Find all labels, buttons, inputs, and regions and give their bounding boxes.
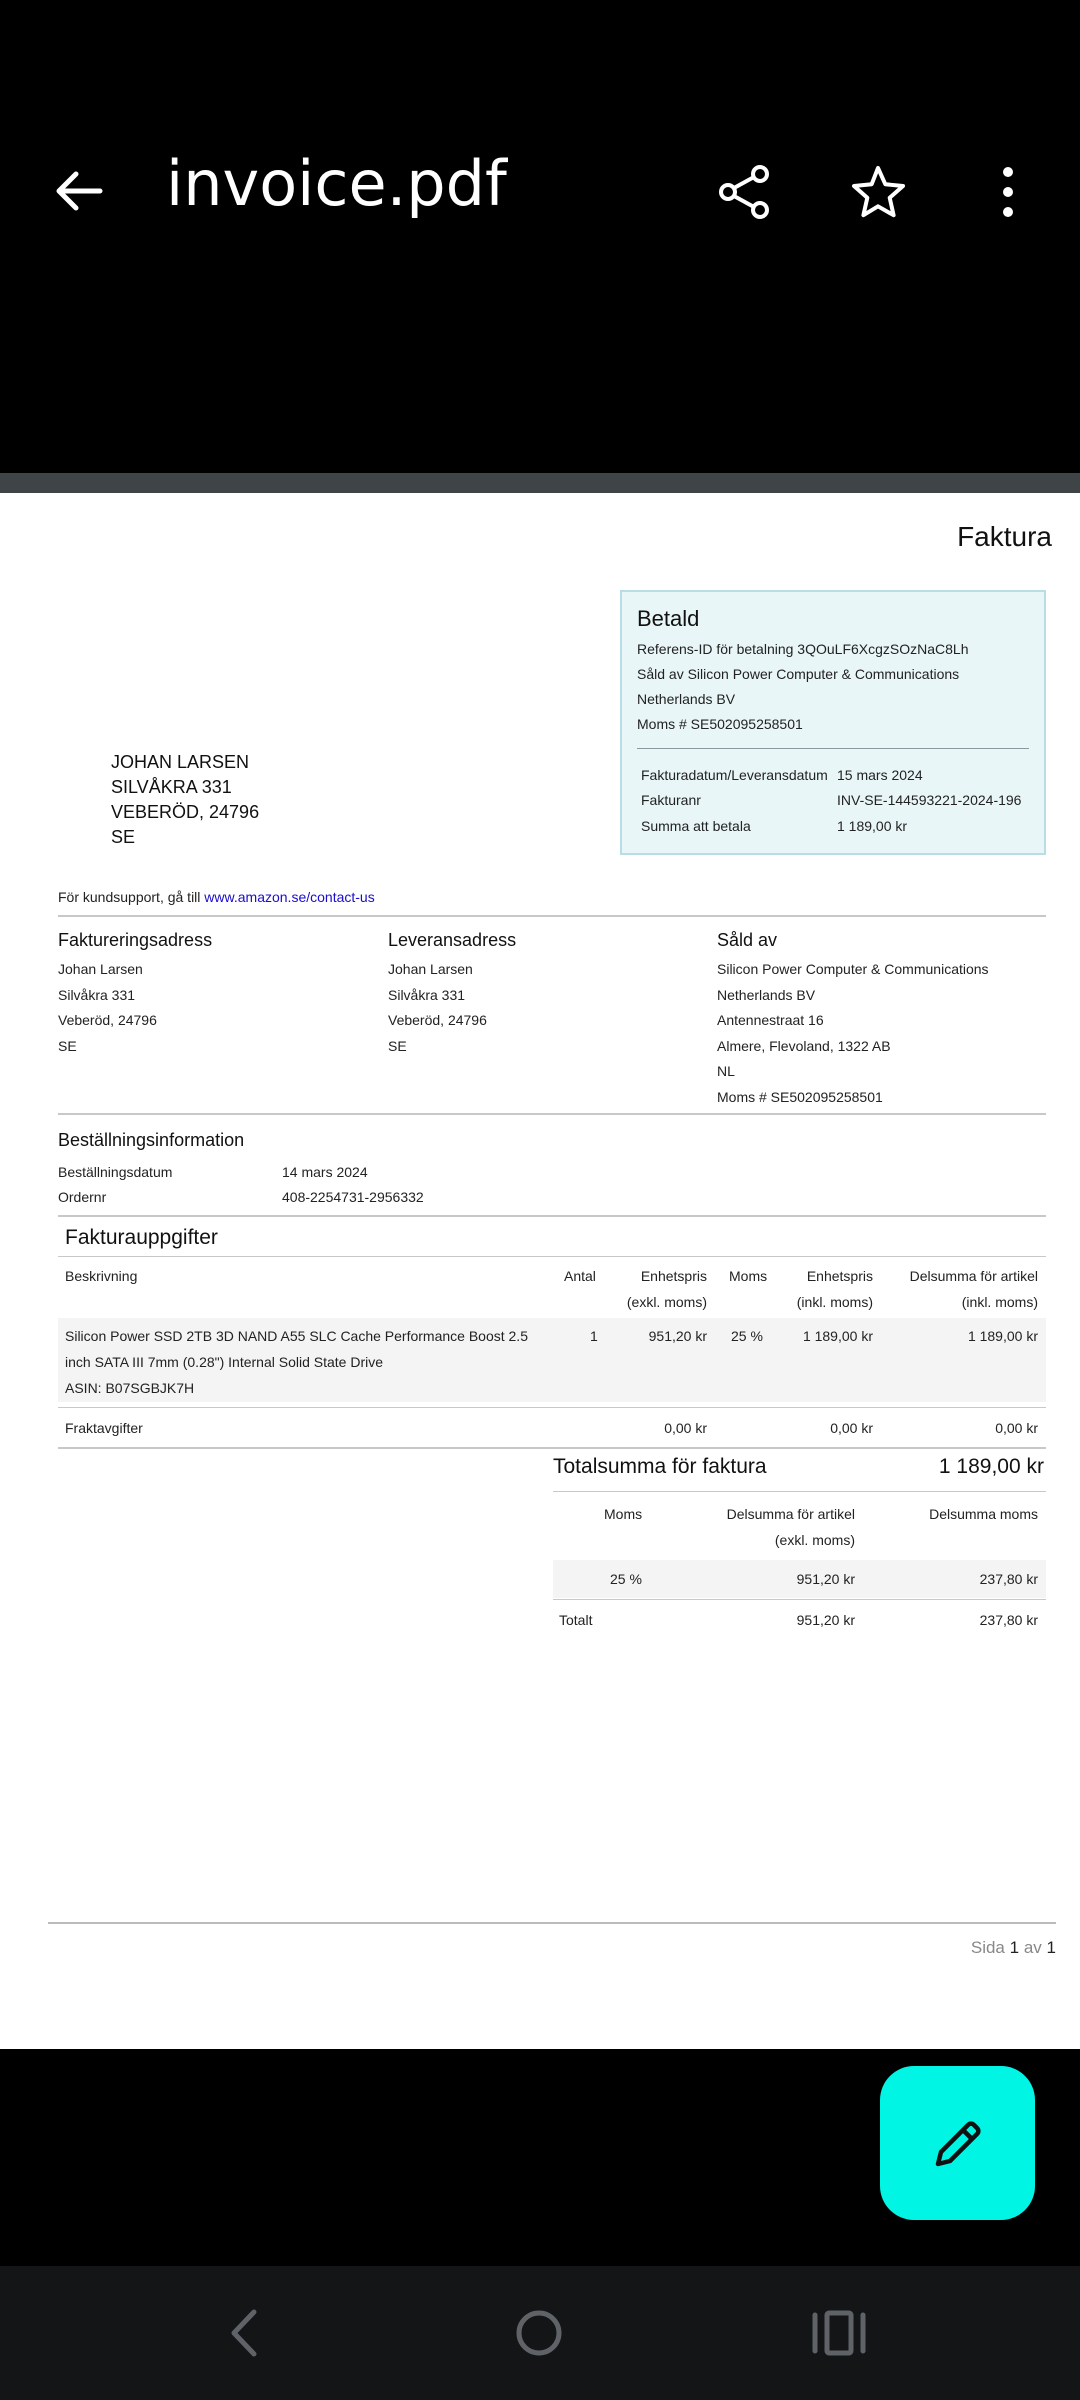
page-top-strip: [0, 473, 1080, 493]
support-prefix: För kundsupport, gå till: [58, 889, 201, 905]
invoice-total-label: Totalsumma för faktura: [553, 1455, 767, 1478]
shipping-line: Veberöd, 24796: [388, 1012, 487, 1028]
order-info-heading: Beställningsinformation: [58, 1130, 245, 1150]
back-arrow-icon[interactable]: [52, 164, 106, 218]
pdf-page[interactable]: [0, 493, 1080, 2049]
order-number-label: Ordernr: [58, 1189, 107, 1205]
order-number-value: 408-2254731-2956332: [282, 1189, 424, 1205]
amount-due-label: Summa att betala: [641, 818, 751, 834]
shipping-heading: Leveransadress: [388, 930, 517, 950]
divider: [58, 1447, 1046, 1449]
invoice-details-heading: Fakturauppgifter: [65, 1226, 218, 1249]
order-date-value: 14 mars 2024: [282, 1164, 368, 1180]
shipping-fee-subtotal: 0,00 kr: [995, 1420, 1038, 1436]
total-row-subtotal-ex: 951,20 kr: [796, 1612, 855, 1628]
item-asin: ASIN: B07SGBJK7H: [65, 1380, 195, 1396]
invoice-date-label: Fakturadatum/Leveransdatum: [641, 767, 828, 783]
vat-row-vat-sum: 237,80 kr: [979, 1571, 1038, 1587]
vat-row-rate: 25 %: [610, 1571, 642, 1587]
seller-line: Almere, Flevoland, 1322 AB: [717, 1037, 891, 1054]
shipping-address: [388, 930, 516, 1059]
nav-recents-icon[interactable]: [809, 2306, 869, 2360]
seller-line: NL: [717, 1063, 735, 1079]
seller-line: Antennestraat 16: [717, 1012, 824, 1028]
col-unit-price-ex-line: (exkl. moms): [626, 1294, 707, 1310]
item-vat: 25 %: [731, 1328, 763, 1344]
billing-line: SE: [58, 1037, 77, 1054]
col-unit-price-inc-line: Enhetspris: [806, 1268, 873, 1284]
paid-line: Moms # SE502095258501: [637, 716, 803, 732]
item-description-line: Silicon Power SSD 2TB 3D NAND A55 SLC Cache Performance Boost 2.5: [65, 1328, 528, 1344]
col-vat: Moms: [729, 1268, 768, 1284]
support-link[interactable]: www.amazon.se/contact-us: [204, 889, 375, 905]
divider: [58, 1256, 1046, 1257]
billing-address: [58, 930, 212, 1059]
invoice-total-value: 1 189,00 kr: [938, 1455, 1044, 1478]
customer-address: [111, 750, 259, 850]
page-label: Sida: [970, 1938, 1005, 1957]
billing-line: Veberöd, 24796: [58, 1012, 157, 1028]
shipping-line: Silvåkra 331: [388, 986, 466, 1003]
total-row-vat-sum: 237,80 kr: [979, 1612, 1038, 1628]
pencil-icon: [930, 2116, 986, 2172]
system-nav-bar: [0, 2266, 1080, 2400]
shipping-line: SE: [388, 1037, 407, 1054]
page-current: 1: [1009, 1938, 1020, 1957]
vat-col-subtotal-ex: [727, 1501, 855, 1553]
item-quantity: 1: [590, 1328, 598, 1344]
col-subtotal-line: (inkl. moms): [961, 1294, 1038, 1310]
seller-address: [717, 930, 989, 1110]
col-description: Beskrivning: [65, 1268, 138, 1284]
paid-line: Netherlands BV: [637, 691, 736, 707]
divider: [637, 748, 1029, 749]
more-vert-icon[interactable]: [990, 164, 1026, 220]
item-description-line: inch SATA III 7mm (0.28") Internal Solid State Drive: [65, 1354, 384, 1370]
paid-line: Referens-ID för betalning 3QOuLF6XcgzSOzNaC8Lh: [637, 641, 969, 657]
shipping-fee-unit-ex: 0,00 kr: [664, 1420, 707, 1436]
col-unit-price-inc-line: (inkl. moms): [796, 1294, 873, 1310]
document-title: Faktura: [957, 521, 1052, 552]
invoice-date-value: 15 mars 2024: [837, 767, 923, 783]
page-number: [971, 1938, 1056, 1958]
seller-line: Silicon Power Computer & Communications: [717, 961, 989, 977]
page-of: av: [1023, 1938, 1042, 1957]
col-subtotal: [910, 1263, 1038, 1315]
edit-fab-button[interactable]: [880, 2066, 1035, 2220]
shipping-fee-label: Fraktavgifter: [65, 1420, 143, 1436]
invoice-number-value: INV-SE-144593221-2024-196: [837, 792, 1022, 808]
customer-line: JOHAN LARSEN: [111, 752, 250, 772]
seller-heading: Såld av: [717, 930, 778, 950]
vat-row-subtotal-ex: 951,20 kr: [796, 1571, 855, 1587]
app-bar: [0, 0, 1080, 473]
amount-due-value: 1 189,00 kr: [837, 818, 908, 834]
star-icon[interactable]: [849, 164, 907, 220]
billing-line: Silvåkra 331: [58, 986, 136, 1003]
nav-back-icon[interactable]: [214, 2306, 274, 2360]
app-title: invoice.pdf: [166, 147, 507, 220]
vat-col-subtotal-ex-line: Delsumma för artikel: [726, 1506, 855, 1522]
item-description: [65, 1323, 528, 1401]
nav-home-icon[interactable]: [509, 2306, 569, 2360]
shipping-line: Johan Larsen: [388, 961, 473, 977]
share-icon[interactable]: [716, 164, 772, 220]
paid-summary-box: [620, 590, 1046, 855]
billing-line: Johan Larsen: [58, 961, 143, 977]
customer-line: SE: [111, 827, 136, 847]
col-subtotal-line: Delsumma för artikel: [909, 1268, 1038, 1284]
divider: [58, 1215, 1046, 1217]
seller-line: Moms # SE502095258501: [717, 1088, 883, 1105]
col-unit-price-ex-line: Enhetspris: [640, 1268, 707, 1284]
billing-heading: Faktureringsadress: [58, 930, 213, 950]
vat-col-vat-sum: Delsumma moms: [929, 1506, 1038, 1522]
footer-divider: [48, 1922, 1056, 1924]
order-date-label: Beställningsdatum: [58, 1164, 173, 1180]
support-text: [58, 889, 375, 905]
divider: [553, 1599, 1046, 1600]
customer-line: SILVÅKRA 331: [111, 777, 232, 797]
page-total: 1: [1046, 1938, 1056, 1957]
paid-line: Såld av Silicon Power Computer & Communications: [637, 666, 960, 682]
divider: [58, 915, 1046, 917]
item-unit-price-ex: 951,20 kr: [648, 1328, 707, 1344]
divider: [58, 1407, 1046, 1408]
seller-line: Netherlands BV: [717, 986, 816, 1003]
item-unit-price-inc: 1 189,00 kr: [802, 1328, 873, 1344]
divider: [58, 1113, 1046, 1115]
paid-title: Betald: [637, 606, 700, 631]
divider: [553, 1491, 1046, 1492]
vat-col-subtotal-ex-line: (exkl. moms): [774, 1532, 855, 1548]
invoice-number-label: Fakturanr: [641, 792, 701, 808]
col-quantity: Antal: [564, 1268, 596, 1284]
col-unit-price-ex: [627, 1263, 707, 1315]
shipping-fee-unit-inc: 0,00 kr: [830, 1420, 873, 1436]
col-unit-price-inc: [797, 1263, 873, 1315]
item-subtotal: 1 189,00 kr: [967, 1328, 1038, 1344]
vat-col-rate: Moms: [604, 1506, 643, 1522]
total-row-label: Totalt: [559, 1612, 593, 1628]
customer-line: VEBERÖD, 24796: [111, 802, 260, 822]
